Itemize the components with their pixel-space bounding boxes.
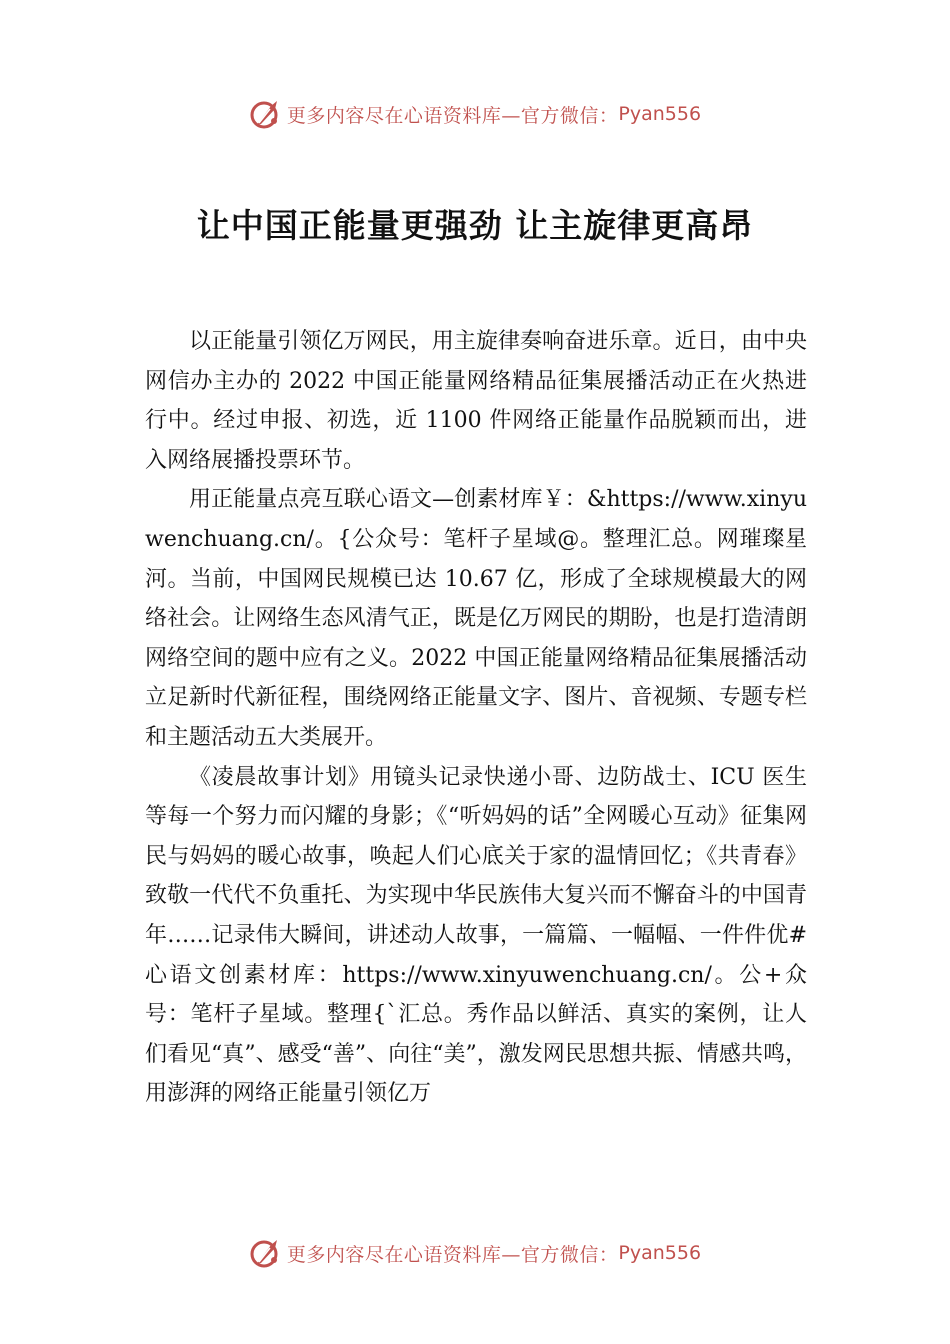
paragraph: 《凌晨故事计划》用镜头记录快递小哥、边防战士、ICU 医生等每一个努力而闪耀的身影；《“听妈妈的话”全网暖心互动》征集网民与妈妈的暖心故事，唤起人们心底关于家的温情回忆；《共青春》致敬一代代不负重托、为实现中华民族伟大复兴而不懈奋斗的中国青年……记录伟大瞬间，讲述动人故事，一篇篇、一幅幅、一件件优#心语文创素材库：https://www.xinyuwenchuang.cn/。公+众号：笔杆子星域。整理{`汇总。秀作品以鲜活、真实的案例，让人们看见“真”、感受“善”、向往“美”，激发网民思想共振、情感共鸣，用澎湃的网络正能量引领亿万 <box>145 764 807 1107</box>
footer-banner <box>0 1233 950 1273</box>
banner-wechat-id: Pyan556 <box>618 1242 702 1264</box>
article-title: 让中国正能量更强劲 让主旋律更高昂 <box>196 206 754 245</box>
banner-text: 更多内容尽在心语资料库—官方微信： <box>286 104 619 127</box>
article-body <box>145 322 807 1114</box>
banner-wechat-id: Pyan556 <box>618 103 702 125</box>
banner-text: 更多内容尽在心语资料库—官方微信： <box>286 1243 619 1266</box>
pen-nib-logo-icon <box>249 97 283 131</box>
pen-nib-logo-icon <box>249 1236 283 1270</box>
header-banner <box>0 94 950 134</box>
paragraph: 用正能量点亮互联心语文—创素材库￥：&https://www.xinyuwenchuang.cn/。{公众号：笔杆子星域@。整理汇总。网璀璨星河。当前，中国网民规模已达 10.67 亿，形成了全球规模最大的网络社会。让网络生态风清气正，既是亿万网民的期盼，也是打造清朗网络空间的题中应有之义。2022 中国正能量网络精品征集展播活动立足新时代新征程，围绕网络正能量文字、图片、音视频、专题专栏和主题活动五大类展开。 <box>145 487 807 750</box>
paragraph: 以正能量引领亿万网民，用主旋律奏响奋进乐章。近日，由中央网信办主办的 2022 中国正能量网络精品征集展播活动正在火热进行中。经过申报、初选，近 1100 件网络正能量作品脱颖而出，进入网络展播投票环节。 <box>145 329 807 473</box>
